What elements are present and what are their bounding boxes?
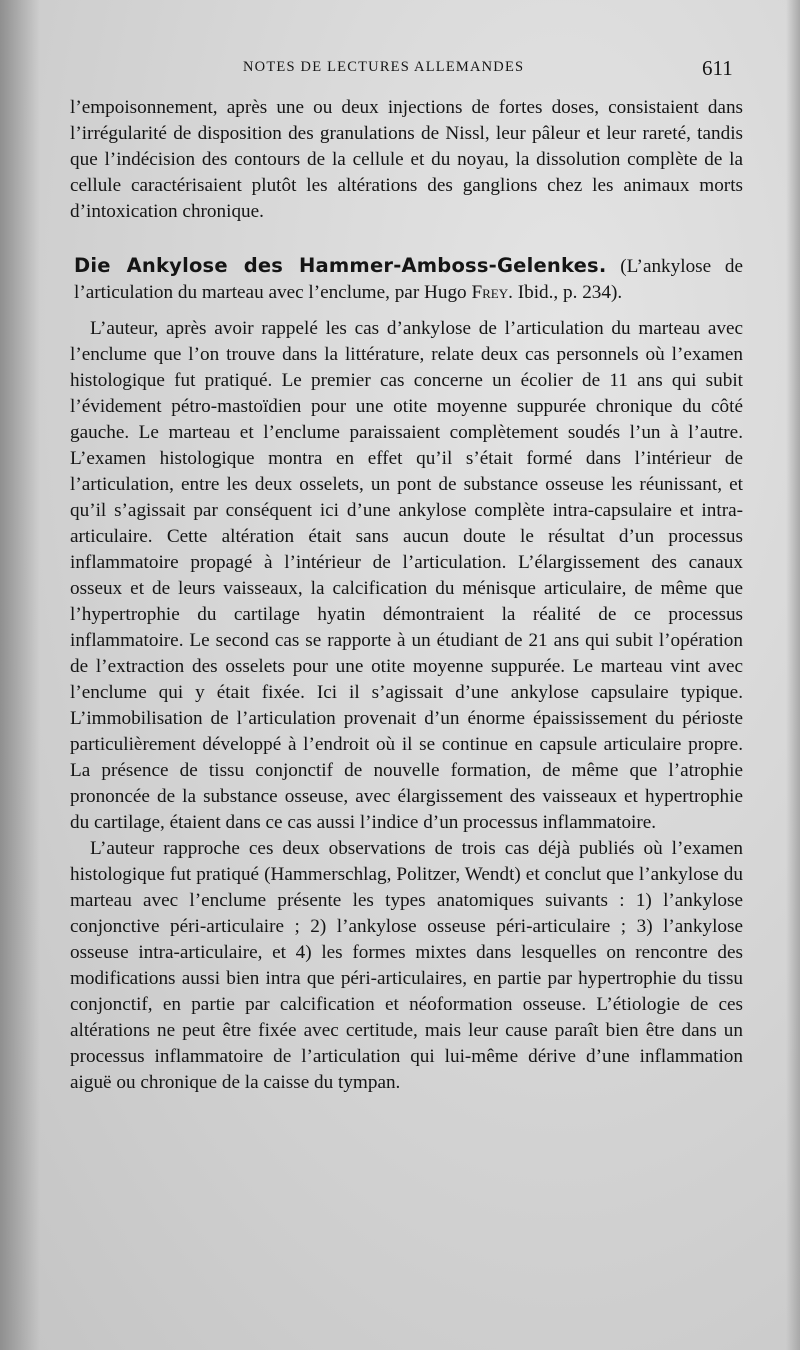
page-body [70,95,743,1096]
running-head: NOTES DE LECTURES ALLEMANDES [243,59,525,75]
article-reference-post: . Ibid., p. 234). [508,282,623,303]
intro-paragraph: l’empoisonnement, après une ou deux injections de fortes doses, consistaient dans l’irrégularité de disposition des granulations de Nissl, leur pâleur et leur rareté, tandis que l’indécision des contours de la cellule et du noyau, la dissolution complète de la cellule caractérisaient plutôt les altérations des ganglions chez les animaux morts d’intoxication chronique. [70,97,743,222]
article-author: Frey [471,282,509,303]
article-reference-pre: (L’ankylose de l’articulation du marteau avec l’enclume, par Hugo [74,256,743,303]
article-heading [70,253,743,306]
article-title: Die Ankylose des Hammer-Amboss-Gelenkes. [74,254,607,277]
page-number: 611 [702,56,733,80]
page-header [0,56,800,80]
body-paragraph-2: L’auteur rapproche ces deux observations de trois cas déjà publiés où l’examen histologique fut pratiqué (Hammerschlag, Politzer, Wendt) et conclut que l’ankylose du marteau avec l’enclume présente les types anatomiques suivants : 1) l’ankylose conjonctive péri-articulaire ; 2) l’ankylose osseuse péri-articulaire ; 3) l’ankylose osseuse intra-articulaire, et 4) les formes mixtes dans lesquelles on rencontre des modifications aussi bien intra que péri-articulaires, en partie par hypertrophie du tissu conjonctif, en partie par calcification et néoformation osseuse. L’étiologie de ces altérations ne peut être fixée avec certitude, mais leur cause paraît bien être dans un processus inflammatoire de l’articulation qui lui-même dérive d’une inflammation aiguë ou chronique de la caisse du tympan. [70,838,743,1093]
body-paragraph-1: L’auteur, après avoir rappelé les cas d’ankylose de l’articulation du marteau avec l’enclume que l’on trouve dans la littérature, relate deux cas personnels où l’examen histologique fut pratiqué. Le premier cas concerne un écolier de 11 ans qui subit l’évidement pétro-mastoïdien pour une otite moyenne suppurée chronique du côté gauche. Le marteau et l’enclume paraissaient complètement soudés l’un à l’autre. L’examen histologique montra en effet qu’il s’était formé dans l’intérieur de l’articulation, entre les deux osselets, un pont de substance osseuse les réunissant, et qu’il s’agissait par conséquent ici d’une ankylose complète intra-capsulaire et intra-articulaire. Cette altération était sans aucun doute le résultat d’un processus inflammatoire propagé à l’intérieur de l’articulation. L’élargissement des canaux osseux et de leurs vaisseaux, la calcification du ménisque articulaire, de même que l’hypertrophie du cartilage hyatin démontraient la réalité de ce processus inflammatoire. Le second cas se rapporte à un étudiant de 21 ans qui subit l’opération de l’extraction des osselets pour une otite moyenne suppurée. Le marteau vint avec l’enclume qui y était fixée. Ici il s’agissait d’une ankylose capsulaire typique. L’immobilisation de l’articulation provenait d’un énorme épaississement du périoste particulièrement développé à l’endroit où il se continue en capsule articulaire propre. La présence de tissu conjonctif de nouvelle formation, de même que l’atrophie prononcée de la substance osseuse, avec élargissement des vaisseaux et hypertrophie du cartilage, étaient dans ce cas aussi l’indice d’un processus inflammatoire. [70,318,743,833]
